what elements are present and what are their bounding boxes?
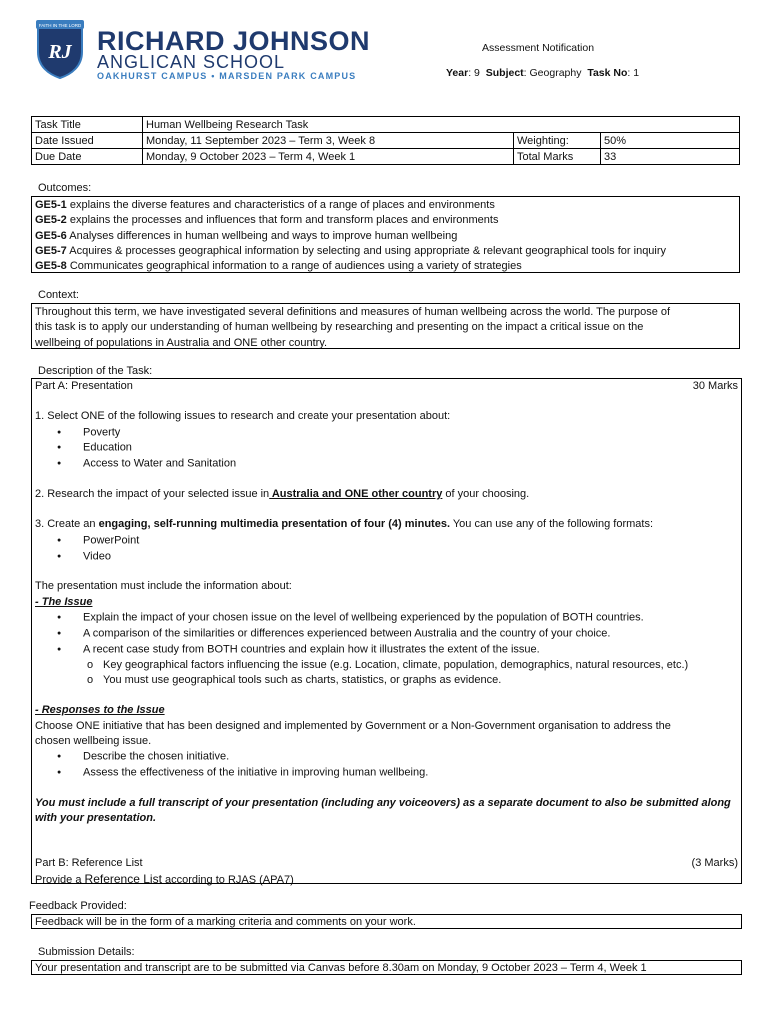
outcome-item [35,244,736,259]
part-b-marks: (3 Marks) [691,857,738,870]
outcome-text: Communicates geographical information to a range of audiences using a variety of strategies [66,260,522,273]
issue-option-poverty: ● Poverty [35,425,738,441]
school-campuses: OAKHURST CAMPUS • MARSDEN PARK CAMPUS [97,71,357,81]
submission-heading: Submission Details: [38,946,135,958]
step-2-emphasis: Australia and ONE other country [269,488,443,501]
responses-text: Choose ONE initiative that has been designed and implemented by Government or a Non-Government organisation to address the [35,719,671,732]
date-issued-label: Date Issued [32,133,143,149]
part-a-marks: 30 Marks [692,380,738,392]
task-description-heading: Description of the Task: [38,365,153,377]
part-b-header [35,856,738,871]
task-number-value: : 1 [627,67,640,79]
year-value: : 9 [468,67,480,79]
format-option-powerpoint: ● PowerPoint [35,533,738,549]
school-subtitle: ANGLICAN SCHOOL [97,52,286,72]
the-issue-heading: - The Issue [35,595,93,608]
task-description-box [31,378,742,884]
outcomes-box [31,196,740,273]
outcome-code: GE5-2 [35,214,67,227]
issue-option-education: ● Education [35,440,738,456]
submission-box: Your presentation and transcript are to be submitted via Canvas before 8.30am on Monday, 9 October 2023 – Term 4, Week 1 [31,960,742,975]
weighting-label: Weighting: [514,133,601,149]
task-title-label: Task Title [32,117,143,133]
outcome-text: Analyses differences in human wellbeing and ways to improve human wellbeing [66,229,458,242]
year-label: Year [446,67,469,79]
school-crest-logo [34,18,86,80]
outcomes-heading: Outcomes: [38,182,92,194]
issue-option-water: ● Access to Water and Sanitation [35,456,738,472]
reference-text: Provide a [35,873,85,886]
issue-point: ● A recent case study from BOTH countries and explain how it illustrates the extent of the issue. [35,642,738,658]
issue-point: ● A comparison of the similarities or differences experienced between Australia and the country of your choice. [35,626,738,642]
reference-text-end: according to RJAS (APA7) [161,873,294,886]
step-3-text-end: You can use any of the following formats: [450,518,654,531]
context-line: this task is to apply our understanding of human wellbeing by researching and presenting on the impact a critical issue on the [35,321,644,334]
outcome-code: GE5-8 [35,260,67,273]
feedback-heading: Feedback Provided: [29,900,127,912]
outcome-text: Acquires & processes geographical information by selecting and using appropriate & relevant geographical tools for inquiry [66,244,667,257]
context-heading: Context: [38,289,79,301]
responses-point: ● Assess the effectiveness of the initiative in improving human wellbeing. [35,765,738,781]
issue-point: ● Explain the impact of your chosen issue on the level of wellbeing experienced by the population of BOTH countries. [35,610,738,626]
due-date-value: Monday, 9 October 2023 – Term 4, Week 1 [143,149,514,165]
part-a-header [35,379,738,394]
part-b-title: Part B: Reference List [35,857,143,870]
svg-text:FAITH IN THE LORD: FAITH IN THE LORD [38,23,82,28]
task-meta-line [446,67,639,79]
step-1: 1. Select ONE of the following issues to research and create your presentation about: [35,410,451,423]
step-2-text-end: of your choosing. [442,488,530,501]
step-2 [35,487,738,502]
outcome-text: explains the processes and influences that form and transform places and environments [66,214,499,227]
transcript-requirement: with your presentation. [35,812,157,825]
transcript-requirement: You must include a full transcript of your presentation (including any voiceovers) as a separate document to also be submitted along [35,796,731,809]
responses-text: chosen wellbeing issue. [35,734,152,747]
outcome-code: GE5-1 [35,199,67,211]
school-name: RICHARD JOHNSON [97,26,371,56]
subject-label: Subject [485,67,524,79]
weighting-value: 50% [601,133,740,149]
task-title-row [32,117,740,133]
feedback-box: Feedback will be in the form of a marking criteria and comments on your work. [31,914,742,929]
outcome-code: GE5-7 [35,244,67,257]
outcome-item [35,229,736,244]
outcome-item [35,259,736,274]
step-3-emphasis: engaging, self-running multimedia presentation of four (4) minutes. [98,518,450,531]
task-info-table [31,116,740,165]
issue-subpoint: o Key geographical factors influencing the issue (e.g. Location, climate, population, demographics, natural resources, etc.) [35,658,738,673]
step-3 [35,517,738,532]
outcome-code: GE5-6 [35,229,67,242]
subject-value: : Geography [523,67,582,79]
step-3-text: 3. Create an [35,518,99,531]
reference-emphasis: Reference List [84,871,162,886]
context-box [31,303,740,349]
outcome-text: explains the diverse features and characteristics of a range of places and environments [66,199,495,211]
part-a-title: Part A: Presentation [35,380,133,392]
context-line: Throughout this term, we have investigated several definitions and measures of human wellbeing across the world. The purpose of [35,306,671,318]
date-issued-row [32,133,740,149]
step-2-text: 2. Research the impact of your selected issue in [35,488,270,501]
format-option-video: ● Video [35,549,738,565]
must-include-text: The presentation must include the information about: [35,580,292,593]
issue-subpoint: o You must use geographical tools such as charts, statistics, or graphs as evidence. [35,673,738,688]
total-marks-value: 33 [601,149,740,165]
total-marks-label: Total Marks [514,149,601,165]
context-line: wellbeing of populations in Australia and ONE other country. [35,336,328,349]
responses-heading: - Responses to the Issue [35,704,165,717]
due-date-label: Due Date [32,149,143,165]
date-issued-value: Monday, 11 September 2023 – Term 3, Week 8 [143,133,514,149]
document-heading: Assessment Notification [482,42,595,54]
task-title-value: Human Wellbeing Research Task [143,117,740,133]
task-number-label: Task No [587,67,628,79]
svg-text:RJ: RJ [48,41,72,63]
due-date-row [32,149,740,165]
outcome-item [35,198,736,213]
reference-list-instruction [35,872,738,888]
responses-point: ● Describe the chosen initiative. [35,749,738,765]
outcome-item [35,213,736,228]
